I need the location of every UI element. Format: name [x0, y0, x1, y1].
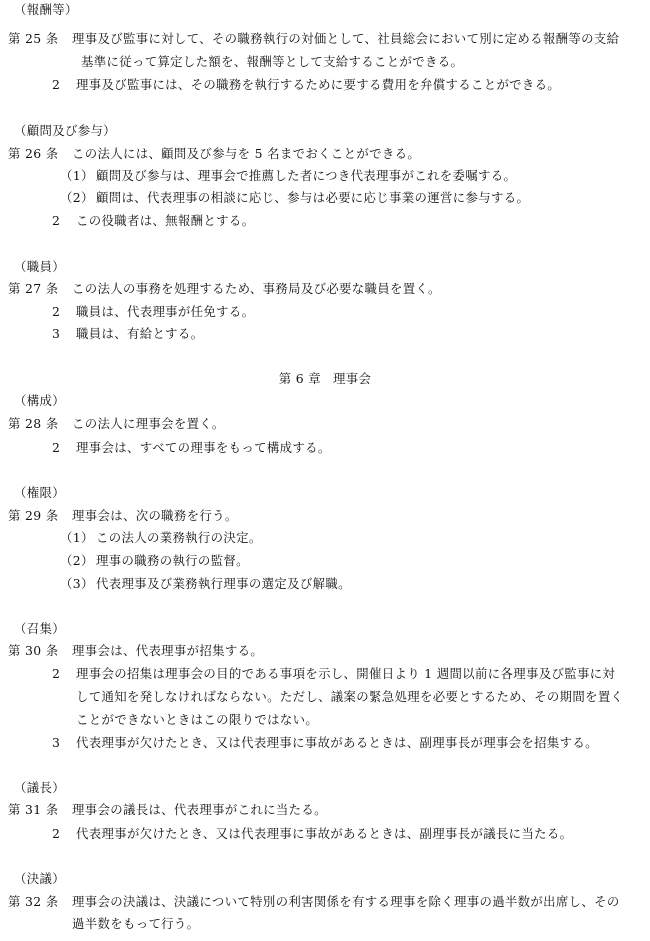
- paragraph-number: 2: [52, 826, 61, 841]
- article-heading: （報酬等）: [14, 2, 78, 17]
- paragraph-number: 2: [52, 213, 61, 228]
- article-number: 第 29 条: [8, 508, 59, 523]
- article-number: 第 31 条: [8, 802, 59, 817]
- paragraph-number: 2: [52, 666, 61, 681]
- chapter-title: [0, 371, 650, 387]
- article-text: 理事会の決議は、決議について特別の利害関係を有する理事を除く理事の過半数が出席し、その: [72, 894, 620, 909]
- article-number: 第 30 条: [8, 643, 59, 658]
- article-heading: （権限）: [14, 485, 65, 500]
- item-text: 理事の職務の執行の監督。: [96, 553, 249, 568]
- article-text: この法人には、顧問及び参与を 5 名までおくことができる。: [72, 146, 421, 161]
- article-number: 第 27 条: [8, 281, 59, 296]
- paragraph-text: 職員は、有給とする。: [76, 326, 204, 341]
- article-heading: （召集）: [14, 621, 65, 636]
- article-text: この法人の事務を処理するため、事務局及び必要な職員を置く。: [72, 281, 441, 296]
- item-text: 代表理事及び業務執行理事の選定及び解職。: [96, 576, 351, 591]
- article-text: この法人に理事会を置く。: [72, 416, 225, 431]
- article-number: 第 32 条: [8, 894, 59, 909]
- article-text: 理事会は、代表理事が招集する。: [72, 643, 264, 658]
- article-text: 理事会は、次の職務を行う。: [72, 508, 238, 523]
- paragraph-number: 3: [52, 326, 61, 341]
- paragraph-text-continued: ことができないときはこの限りではない。: [76, 712, 319, 727]
- paragraph-text-continued: して通知を発しなければならない。ただし、議案の緊急処理を必要とするため、その期間を置く: [76, 689, 624, 704]
- item-number: （2）: [60, 190, 94, 205]
- item-text: この法人の業務執行の決定。: [96, 530, 262, 545]
- article-heading: （議長）: [14, 780, 65, 795]
- paragraph-text: 理事会の招集は理事会の目的である事項を示し、開催日より 1 週間以前に各理事及び監事に対: [76, 666, 616, 681]
- article-heading: （構成）: [14, 393, 65, 408]
- article-heading: （職員）: [14, 259, 65, 274]
- article-number: 第 28 条: [8, 416, 59, 431]
- item-number: （2）: [60, 553, 94, 568]
- paragraph-text: 代表理事が欠けたとき、又は代表理事に事故があるときは、副理事長が議長に当たる。: [76, 826, 573, 841]
- item-text: 顧問は、代表理事の相談に応じ、参与は必要に応じ事業の運営に参与する。: [96, 190, 530, 205]
- chapter-number: 第 6 章: [278, 371, 322, 386]
- article-number: 第 25 条: [8, 31, 59, 46]
- article-number: 第 26 条: [8, 146, 59, 161]
- item-number: （1）: [60, 168, 94, 183]
- article-text-continued: 基準に従って算定した額を、報酬等として支給することができる。: [81, 54, 464, 69]
- article-heading: （決議）: [14, 871, 65, 886]
- item-text: 顧問及び参与は、理事会で推薦した者につき代表理事がこれを委嘱する。: [96, 168, 517, 183]
- paragraph-text: この役職者は、無報酬とする。: [76, 213, 255, 228]
- article-text: 理事会の議長は、代表理事がこれに当たる。: [72, 802, 327, 817]
- paragraph-number: 2: [52, 440, 61, 455]
- paragraph-text: 理事及び監事には、その職務を執行するために要する費用を弁償することができる。: [76, 77, 561, 92]
- article-heading: （顧問及び参与）: [14, 123, 116, 138]
- item-number: （3）: [60, 576, 94, 591]
- chapter-name: 理事会: [333, 371, 372, 386]
- paragraph-text: 理事会は、すべての理事をもって構成する。: [76, 440, 331, 455]
- paragraph-number: 2: [52, 304, 61, 319]
- paragraph-number: 3: [52, 735, 61, 750]
- article-text: 理事及び監事に対して、その職務執行の対価として、社員総会において別に定める報酬等の支給: [72, 31, 620, 46]
- paragraph-number: 2: [52, 77, 61, 92]
- item-number: （1）: [60, 530, 94, 545]
- article-text-continued: 過半数をもって行う。: [72, 916, 200, 931]
- paragraph-text: 職員は、代表理事が任免する。: [76, 304, 255, 319]
- paragraph-text: 代表理事が欠けたとき、又は代表理事に事故があるときは、副理事長が理事会を招集する。: [76, 735, 598, 750]
